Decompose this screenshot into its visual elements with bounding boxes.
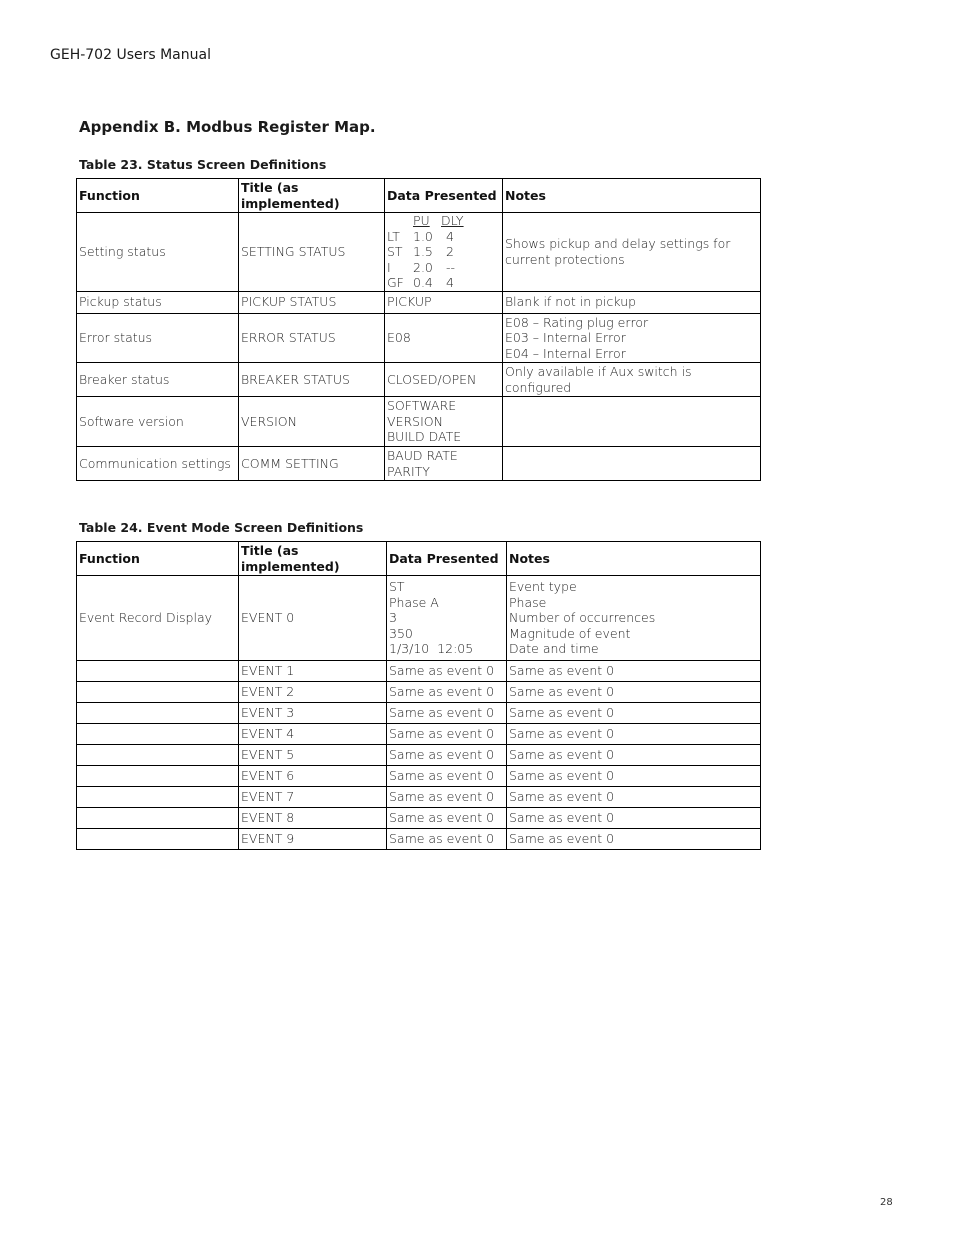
data-cell: Same as event 0 [387,724,507,745]
data-cell: Same as event 0 [387,745,507,766]
delay-value: 4 [446,275,454,290]
data-cell [385,213,503,292]
function-cell [77,808,239,829]
protection-label: ST [387,244,403,259]
table-row [77,291,761,313]
pu-header: PU [413,213,430,228]
function-cell: Breaker status [77,363,239,397]
title-cell: PICKUP STATUS [239,291,385,313]
notes-cell: Event type Phase Number of occurrences Magnitude of event Date and time [507,576,761,661]
data-cell: Same as event 0 [387,829,507,850]
function-cell: Event Record Display [77,576,239,661]
title-cell: EVENT 7 [239,787,387,808]
table-header-row [77,542,761,576]
dly-header: DLY [441,213,464,228]
appendix-title: Appendix B. Modbus Register Map. [79,118,376,136]
protection-label: LT [387,228,400,244]
delay-value: 2 [446,244,454,259]
title-cell: EVENT 1 [239,661,387,682]
data-cell: CLOSED/OPEN [385,363,503,397]
data-cell: Same as event 0 [387,787,507,808]
event-mode-table [76,541,761,850]
notes-cell: Same as event 0 [507,703,761,724]
title-cell: SETTING STATUS [239,213,385,292]
table-row [77,766,761,787]
function-cell [77,661,239,682]
table-row [77,363,761,397]
notes-cell [503,397,761,447]
table-24-caption: Table 24. Event Mode Screen Definitions [79,520,364,535]
table-row [77,682,761,703]
data-cell: BAUD RATE PARITY [385,447,503,481]
data-cell: SOFTWARE VERSION BUILD DATE [385,397,503,447]
notes-cell: Blank if not in pickup [503,291,761,313]
function-cell [77,787,239,808]
table-row [77,661,761,682]
notes-cell [503,447,761,481]
function-cell: Software version [77,397,239,447]
table-row [77,808,761,829]
notes-cell: Only available if Aux switch is configured [503,363,761,397]
title-cell: EVENT 3 [239,703,387,724]
protection-label: I [387,259,391,275]
table-23-caption: Table 23. Status Screen Definitions [79,157,327,172]
table-header-row [77,179,761,213]
column-header: Notes [507,542,761,576]
title-cell: EVENT 6 [239,766,387,787]
table-row [77,703,761,724]
column-header: Function [77,179,239,213]
notes-cell: Same as event 0 [507,787,761,808]
title-cell: EVENT 8 [239,808,387,829]
notes-cell: Same as event 0 [507,682,761,703]
table-row [77,313,761,363]
data-cell: ST Phase A 3 350 1/3/10 12:05 [387,576,507,661]
function-cell: Pickup status [77,291,239,313]
notes-cell: Same as event 0 [507,724,761,745]
title-cell: BREAKER STATUS [239,363,385,397]
notes-cell: Same as event 0 [507,829,761,850]
function-cell [77,682,239,703]
notes-cell: Same as event 0 [507,808,761,829]
notes-cell: Same as event 0 [507,766,761,787]
function-cell: Setting status [77,213,239,292]
title-cell: EVENT 9 [239,829,387,850]
function-cell [77,724,239,745]
title-cell: EVENT 4 [239,724,387,745]
table-row [77,576,761,661]
data-cell: Same as event 0 [387,661,507,682]
pickup-value: 1.0 [413,228,433,244]
title-cell: COMM SETTING [239,447,385,481]
column-header: Data Presented [387,542,507,576]
table-row [77,447,761,481]
table-row [77,829,761,850]
title-cell: EVENT 5 [239,745,387,766]
data-cell: PICKUP [385,291,503,313]
column-header: Title (as implemented) [239,542,387,576]
title-cell: EVENT 0 [239,576,387,661]
document-header: GEH-702 Users Manual [50,47,211,63]
function-cell [77,703,239,724]
status-screen-table [76,178,761,481]
notes-cell: Same as event 0 [507,745,761,766]
function-cell: Error status [77,313,239,363]
column-header: Title (as implemented) [239,179,385,213]
column-header: Function [77,542,239,576]
title-cell: ERROR STATUS [239,313,385,363]
notes-cell: Shows pickup and delay settings for current protections [503,213,761,292]
column-header: Notes [503,179,761,213]
title-cell: VERSION [239,397,385,447]
setting-values [387,213,500,291]
pickup-value: 0.4 [413,275,433,290]
function-cell [77,745,239,766]
pickup-value: 1.5 [413,244,433,259]
table-row [77,213,761,292]
data-cell: Same as event 0 [387,808,507,829]
data-cell: Same as event 0 [387,682,507,703]
table-row [77,724,761,745]
delay-value: -- [446,259,456,275]
data-cell: Same as event 0 [387,703,507,724]
notes-cell: E08 – Rating plug error E03 – Internal Error E04 – Internal Error [503,313,761,363]
delay-value: 4 [446,228,454,244]
function-cell: Communication settings [77,447,239,481]
page-number: 28 [880,1197,893,1208]
data-cell: E08 [385,313,503,363]
column-header: Data Presented [385,179,503,213]
title-cell: EVENT 2 [239,682,387,703]
function-cell [77,766,239,787]
function-cell [77,829,239,850]
protection-label: GF [387,275,404,290]
table-row [77,787,761,808]
pickup-value: 2.0 [413,259,433,275]
data-cell: Same as event 0 [387,766,507,787]
notes-cell: Same as event 0 [507,661,761,682]
table-row [77,745,761,766]
table-row [77,397,761,447]
